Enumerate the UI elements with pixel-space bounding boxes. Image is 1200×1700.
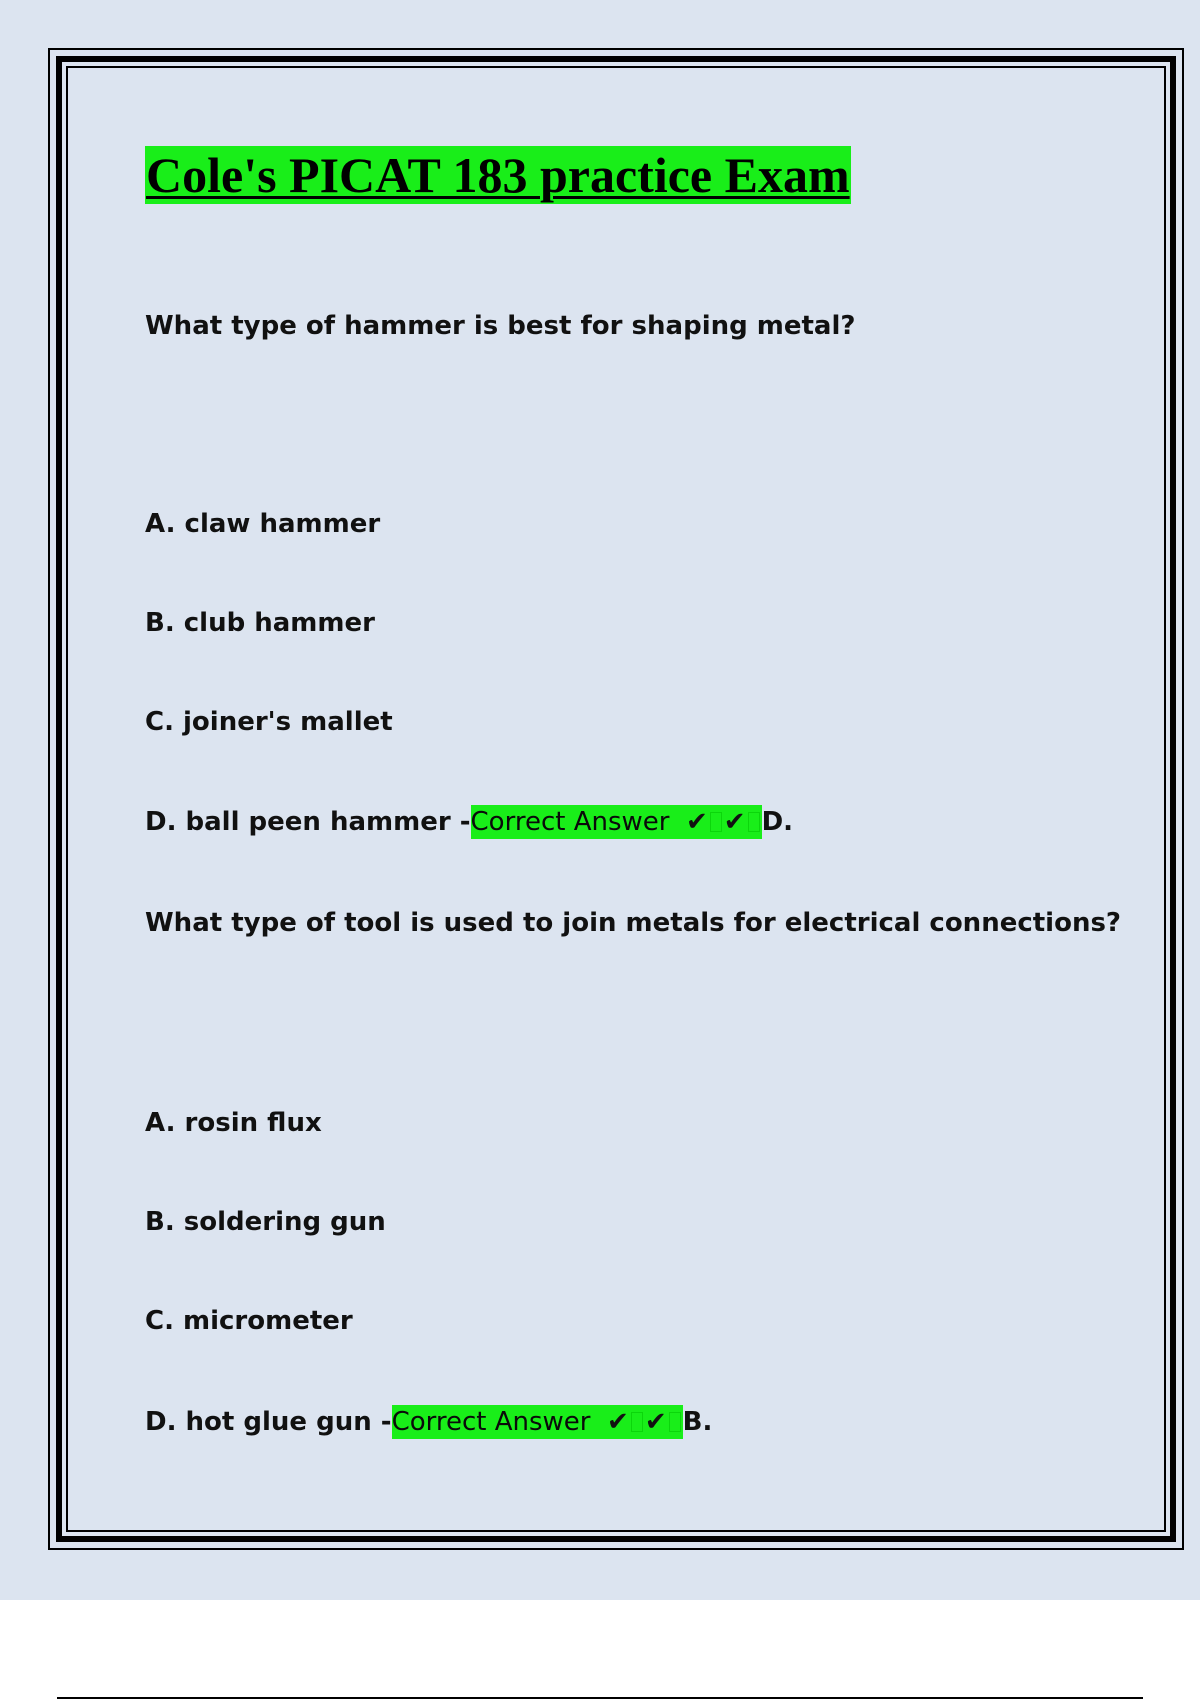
document-title: Cole's PICAT 183 practice Exam bbox=[146, 147, 850, 203]
missing-glyph-icon bbox=[710, 812, 722, 832]
document-body bbox=[145, 0, 1145, 1600]
question-1-option-d: D. ball peen hammer - bbox=[145, 807, 471, 837]
check-mark-icon: ✔ bbox=[723, 807, 746, 837]
check-mark-icon: ✔ bbox=[607, 1407, 629, 1437]
correct-answer-highlight bbox=[392, 1405, 683, 1439]
missing-glyph-icon bbox=[669, 1412, 681, 1432]
question-2-option-b: B. soldering gun bbox=[145, 1207, 386, 1237]
question-2-option-c: C. micrometer bbox=[145, 1306, 353, 1336]
question-1-option-b: B. club hammer bbox=[145, 608, 375, 638]
missing-glyph-icon bbox=[631, 1412, 643, 1432]
correct-answer-label: Correct Answer bbox=[391, 1407, 591, 1437]
correct-answer-highlight bbox=[471, 805, 762, 839]
question-2-option-d-row bbox=[145, 1402, 712, 1442]
footer-rule bbox=[57, 1697, 1143, 1699]
correct-answer-label: Correct Answer bbox=[470, 807, 670, 837]
question-1-option-c: C. joiner's mallet bbox=[145, 707, 393, 737]
question-2-option-d: D. hot glue gun - bbox=[145, 1407, 392, 1437]
question-1-option-a: A. claw hammer bbox=[145, 509, 381, 539]
answer-letter: D. bbox=[761, 807, 794, 837]
check-mark-icon: ✔ bbox=[686, 807, 708, 837]
question-1-text: What type of hammer is best for shaping metal? bbox=[145, 311, 856, 341]
answer-letter: B. bbox=[682, 1407, 713, 1437]
question-2-text: What type of tool is used to join metals for electrical connections? bbox=[145, 908, 1122, 938]
question-1-option-d-row bbox=[145, 802, 793, 842]
check-mark-icon: ✔ bbox=[644, 1407, 667, 1437]
missing-glyph-icon bbox=[748, 812, 760, 832]
question-2-option-a: A. rosin flux bbox=[145, 1108, 322, 1138]
